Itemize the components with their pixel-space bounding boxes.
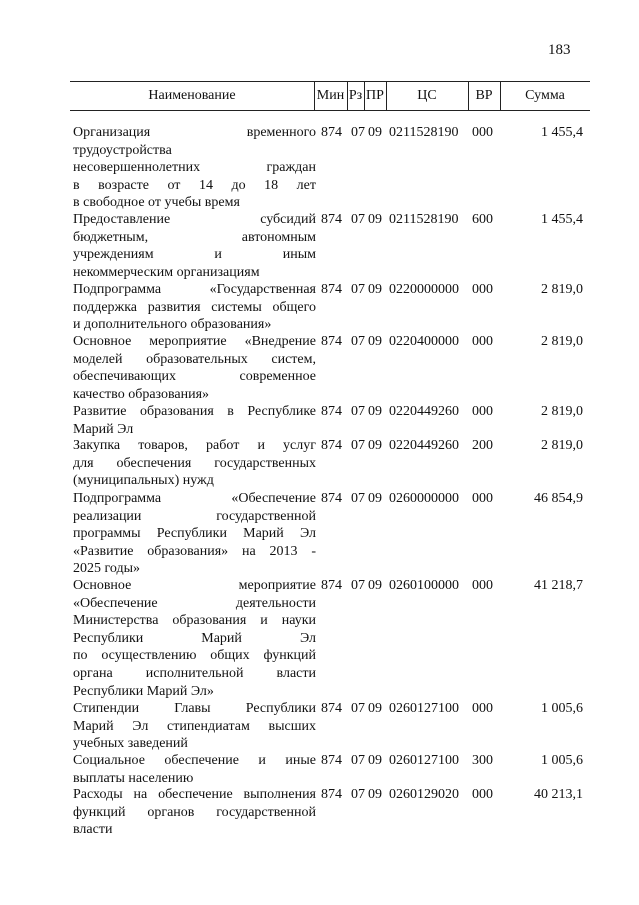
row-name-line: функций органов государственной [73,804,316,820]
row-name-line: обеспечивающих современное [73,369,316,385]
row-min: 874 [321,212,342,227]
row-pr: 09 [368,125,382,140]
row-rz: 07 [351,212,365,227]
row-sum: 40 213,1 [534,787,583,802]
row-name-line: Подпрограмма «Обеспечение [73,491,316,506]
row-name-line: Организация временного [73,125,316,140]
header-min: Мин [316,88,345,103]
row-sum: 46 854,9 [534,491,583,506]
row-name-line: трудоустройства [73,142,172,158]
row-name-line: для обеспечения государственных [73,455,316,471]
row-rz: 07 [351,334,365,349]
row-name-line: Республики Марий Эл [73,630,316,646]
header-sum: Сумма [525,88,565,103]
row-name-line: Социальное обеспечение и иные [73,753,316,768]
row-name-line: моделей образовательных систем, [73,351,316,367]
row-cs: 0220000000 [389,282,459,297]
header-name: Наименование [148,88,236,103]
row-pr: 09 [368,753,382,768]
row-sum: 1 455,4 [541,212,583,227]
row-rz: 07 [351,578,365,593]
row-rz: 07 [351,491,365,506]
row-vr: 000 [472,578,493,593]
row-name-line: (муниципальных) нужд [73,473,214,489]
row-cs: 0260127100 [389,701,459,716]
row-rz: 07 [351,787,365,802]
row-name-line: Предоставление субсидий [73,212,316,227]
header-vr: ВР [475,88,493,103]
row-cs: 0260000000 [389,491,459,506]
row-rz: 07 [351,125,365,140]
row-name-line: Развитие образования в Республике [73,404,316,419]
row-min: 874 [321,491,342,506]
row-vr: 000 [472,334,493,349]
header-pr: ПР [366,88,384,103]
row-name-line: и дополнительного образования» [73,317,272,333]
row-name-line: Закупка товаров, работ и услуг [73,438,316,453]
row-vr: 600 [472,212,493,227]
row-pr: 09 [368,787,382,802]
row-name [73,124,316,212]
row-pr: 09 [368,491,382,506]
row-pr: 09 [368,212,382,227]
row-name [73,211,316,281]
row-name-line: по осуществлению общих функций [73,648,316,664]
row-name-line: Республики Марий Эл» [73,683,214,699]
row-name-line: власти [73,822,113,838]
row-name [73,752,316,787]
row-vr: 000 [472,701,493,716]
row-pr: 09 [368,404,382,419]
row-vr: 000 [472,491,493,506]
row-rz: 07 [351,404,365,419]
row-min: 874 [321,404,342,419]
row-name [73,700,316,753]
row-cs: 0260127100 [389,753,459,768]
row-name-line: Стипендии Главы Республики [73,701,316,716]
row-sum: 2 819,0 [541,282,583,297]
row-name-line: учебных заведений [73,736,188,752]
row-name-line: Основное мероприятие [73,578,316,593]
row-name-line: программы Республики Марий Эл [73,526,316,542]
row-name [73,281,316,334]
row-name-line: «Обеспечение деятельности [73,595,316,611]
row-name [73,786,316,839]
row-pr: 09 [368,282,382,297]
page-number: 183 [548,42,571,58]
row-name [73,577,316,700]
row-name-line: Министерства образования и науки [73,613,316,629]
row-rz: 07 [351,438,365,453]
row-sum: 1 455,4 [541,125,583,140]
header-rz: Рз [348,88,363,103]
table-header-bottom-rule [70,110,590,111]
row-vr: 000 [472,404,493,419]
row-name-line: Марий Эл стипендиатам высших [73,718,316,734]
row-name-line: органа исполнительной власти [73,665,316,681]
row-rz: 07 [351,753,365,768]
row-name [73,403,316,438]
row-sum: 2 819,0 [541,334,583,349]
row-name-line: реализации государственной [73,508,316,524]
row-sum: 2 819,0 [541,438,583,453]
row-pr: 09 [368,438,382,453]
row-min: 874 [321,125,342,140]
row-name-line: некоммерческим организациям [73,264,260,280]
row-name-line: учреждениям и иным [73,247,316,263]
row-name-line: «Развитие образования» на 2013 - [73,543,316,559]
row-vr: 000 [472,787,493,802]
row-rz: 07 [351,701,365,716]
row-vr: 200 [472,438,493,453]
row-cs: 0220400000 [389,334,459,349]
row-name-line: в возрасте от 14 до 18 лет [73,177,316,193]
row-name [73,333,316,403]
row-vr: 000 [472,125,493,140]
row-sum: 1 005,6 [541,753,583,768]
row-min: 874 [321,578,342,593]
row-name-line: Подпрограмма «Государственная [73,282,316,297]
row-min: 874 [321,334,342,349]
row-name-line: бюджетным, автономным [73,229,316,245]
row-pr: 09 [368,334,382,349]
row-name [73,437,316,490]
row-cs: 0260129020 [389,787,459,802]
row-cs: 0211528190 [389,212,459,227]
row-min: 874 [321,282,342,297]
row-vr: 000 [472,282,493,297]
row-name-line: Марий Эл [73,421,134,437]
row-sum: 1 005,6 [541,701,583,716]
row-name-line: в свободное от учебы время [73,195,240,211]
row-cs: 0211528190 [389,125,459,140]
row-cs: 0220449260 [389,438,459,453]
row-min: 874 [321,701,342,716]
row-rz: 07 [351,282,365,297]
row-name-line: поддержка развития системы общего [73,299,316,315]
row-pr: 09 [368,578,382,593]
row-name-line: качество образования» [73,386,210,402]
row-name [73,490,316,578]
row-name-line: Расходы на обеспечение выполнения [73,787,316,802]
row-cs: 0220449260 [389,404,459,419]
row-name-line: несовершеннолетних граждан [73,160,316,176]
row-min: 874 [321,753,342,768]
row-vr: 300 [472,753,493,768]
row-name-line: выплаты населению [73,770,194,786]
row-cs: 0260100000 [389,578,459,593]
row-min: 874 [321,438,342,453]
row-sum: 2 819,0 [541,404,583,419]
header-cs: ЦС [417,88,437,103]
row-min: 874 [321,787,342,802]
row-name-line: 2025 годы» [73,561,141,577]
row-pr: 09 [368,701,382,716]
row-sum: 41 218,7 [534,578,583,593]
row-name-line: Основное мероприятие «Внедрение [73,334,316,349]
